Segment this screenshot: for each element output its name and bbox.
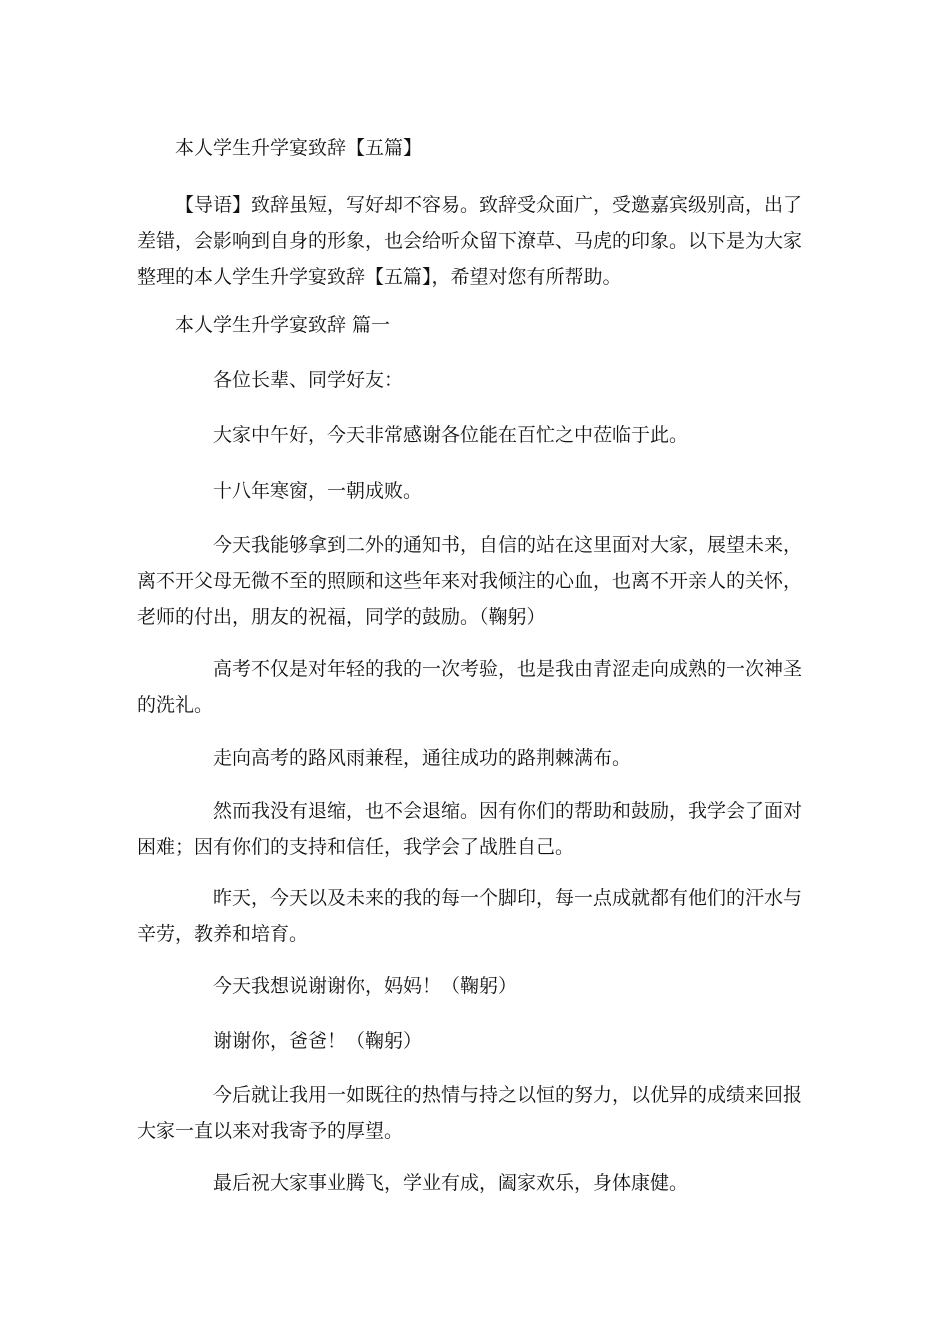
paragraph-line: 十八年寒窗，一朝成败。 <box>213 480 423 502</box>
section-heading: 本人学生升学宴致辞 篇一 <box>175 314 391 336</box>
paragraph-line: 离不开父母无微不至的照顾和这些年来对我倾注的心血，也离不开亲人的关怀， <box>137 570 803 592</box>
paragraph-line: 大家中午好，今天非常感谢各位能在百忙之中莅临于此。 <box>213 424 689 446</box>
paragraph-line: 各位长辈、同学好友： <box>213 369 404 391</box>
paragraph-line: 困难；因有你们的支持和信任，我学会了战胜自己。 <box>137 836 575 858</box>
paragraph-line: 谢谢你，爸爸！（鞠躬） <box>213 1030 423 1052</box>
intro-line: 差错，会影响到自身的形象，也会给听众留下潦草、马虎的印象。以下是为大家 <box>137 230 803 252</box>
paragraph-line: 最后祝大家事业腾飞，学业有成，阖家欢乐，身体康健。 <box>213 1172 689 1194</box>
paragraph-line: 高考不仅是对年轻的我的一次考验，也是我由青涩走向成熟的一次神圣 <box>213 658 803 680</box>
paragraph-line: 昨天，今天以及未来的我的每一个脚印，每一点成就都有他们的汗水与 <box>213 887 803 909</box>
paragraph-line: 走向高考的路风雨兼程，通往成功的路荆棘满布。 <box>213 747 632 769</box>
paragraph-line: 今天我能够拿到二外的通知书，自信的站在这里面对大家，展望未来， <box>213 534 803 556</box>
paragraph-line: 大家一直以来对我寄予的厚望。 <box>137 1120 404 1142</box>
paragraph-line: 辛劳，教养和培育。 <box>137 923 309 945</box>
document-title: 本人学生升学宴致辞【五篇】 <box>175 137 423 159</box>
paragraph-line: 今天我想说谢谢你，妈妈！（鞠躬） <box>213 975 518 997</box>
intro-line: 整理的本人学生升学宴致辞【五篇】，希望对您有所帮助。 <box>137 266 622 288</box>
paragraph-line: 的洗礼。 <box>137 694 214 716</box>
paragraph-line: 老师的付出，朋友的祝福，同学的鼓励。（鞠躬） <box>137 606 546 628</box>
intro-line: 【导语】致辞虽短，写好却不容易。致辞受众面广，受邀嘉宾级别高，出了 <box>175 194 803 216</box>
paragraph-line: 今后就让我用一如既往的热情与持之以恒的努力，以优异的成绩来回报 <box>213 1084 803 1106</box>
paragraph-line: 然而我没有退缩，也不会退缩。因有你们的帮助和鼓励，我学会了面对 <box>213 800 803 822</box>
